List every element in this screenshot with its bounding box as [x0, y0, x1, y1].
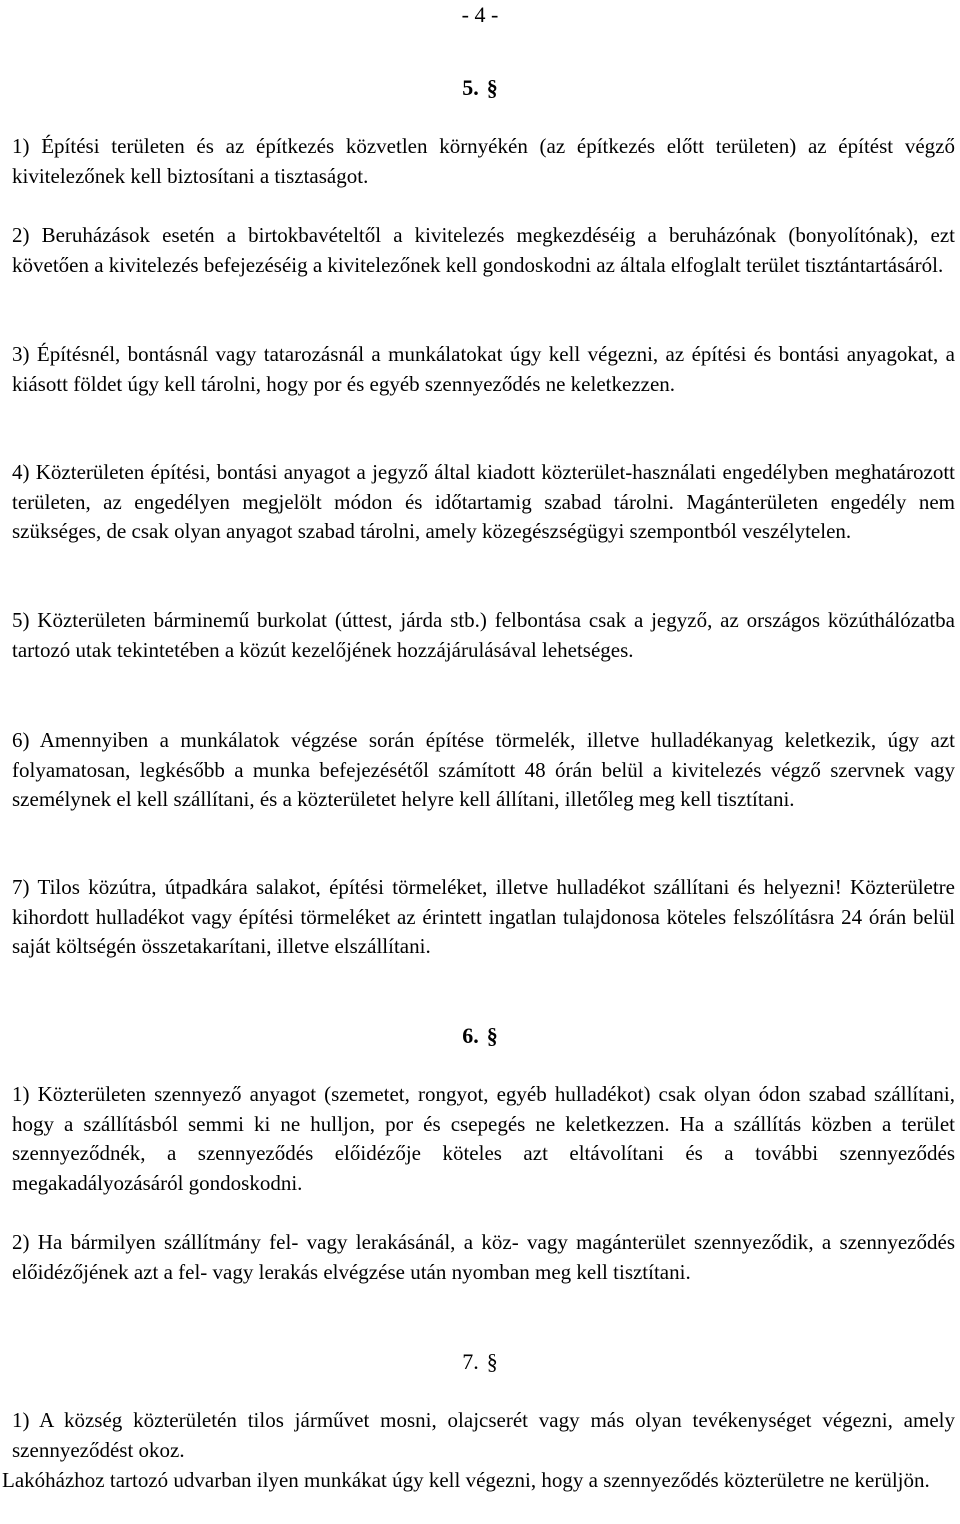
- paragraph-5-1: 1) Építési területen és az építkezés közvetlen környékén (az építkezés előtt területen) az építést végző kivitelezőnek kell biztosítani a tisztaságot.: [12, 134, 955, 188]
- section-heading-5: [0, 74, 960, 102]
- section-number: 5.: [462, 75, 479, 100]
- paragraph-6-2: 2) Ha bármilyen szállítmány fel- vagy lerakásánál, a köz- vagy magánterület szennyeződik, a szennyeződés előidézőjének azt a fel- vagy lerakás elvégzése után nyomban meg kell tisztítani.: [12, 1230, 955, 1284]
- section-heading-6: [0, 1022, 960, 1050]
- paragraph-5-5: 5) Közterületen bárminemű burkolat (úttest, járda stb.) felbontása csak a jegyző, az országos közúthálózatba tartozó utak tekintetében a közút kezelőjének hozzájárulásával lehetséges.: [12, 608, 955, 662]
- section-number: 7.: [462, 1349, 479, 1374]
- paragraph-5-4: 4) Közterületen építési, bontási anyagot a jegyző által kiadott közterület-használati engedélyben meghatározott területen, az engedélyen megjelölt módon és időtartamig szabad tárolni. Magánterületen engedély nem szükséges, de csak olyan anyagot szabad tárolni, amely közegészségügyi szempontból veszélytelen.: [12, 460, 955, 543]
- paragraph-sign: §: [486, 1349, 498, 1374]
- paragraph-sign: §: [486, 1023, 498, 1048]
- page-number: - 4 -: [461, 2, 499, 27]
- paragraph-5-2: 2) Beruházások esetén a birtokbavételtől a kivitelezés megkezdéséig a beruházónak (bonyolítónak), ezt követően a kivitelezés befejezéséig a kivitelezőnek kell gondoskodni az általa elfoglalt terület tisztántartásáról.: [12, 223, 955, 277]
- section-heading-7: [0, 1348, 960, 1376]
- paragraph-5-7: 7) Tilos közútra, útpadkára salakot, építési törmeléket, illetve hulladékot szállítani és helyezni! Közterületre kihordott hulladékot vagy építési törmeléket az érintett ingatlan tulajdonosa köteles felszólításra 24 órán belül saját költségén összetakarítani, illetve elszállítani.: [12, 875, 955, 958]
- paragraph-7-2: Lakóházhoz tartozó udvarban ilyen munkákat úgy kell végezni, hogy a szennyeződés közterületre ne kerüljön.: [2, 1468, 930, 1492]
- paragraph-7-1: 1) A község közterületén tilos járművet mosni, olajcserét vagy más olyan tevékenységet végezni, amely szennyeződést okoz.: [12, 1408, 955, 1462]
- paragraph-5-3: 3) Építésnél, bontásnál vagy tatarozásnál a munkálatokat úgy kell végezni, az építési és bontási anyagokat, a kiásott földet úgy kell tárolni, hogy por és egyéb szennyeződés ne keletkezzen.: [12, 342, 955, 396]
- paragraph-6-1: 1) Közterületen szennyező anyagot (szemetet, rongyot, egyéb hulladékot) csak olyan ódon szabad szállítani, hogy a szállításból semmi ki ne hulljon, por és csepegés ne keletkezzen. Ha a szállítás közben a terület szennyeződnék, a szennyeződés előidézője köteles azt eltávolítani és a további szennyeződés megakadályozásáról gondoskodni.: [12, 1082, 955, 1195]
- section-number: 6.: [462, 1023, 479, 1048]
- paragraph-sign: §: [486, 75, 498, 100]
- paragraph-5-6: 6) Amennyiben a munkálatok végzése során építése törmelék, illetve hulladékanyag keletkezik, úgy azt folyamatosan, legkésőbb a munka befejezésétől számított 48 órán belül a kivitelezés végző szervnek vagy személynek el kell szállítani, és a közterületet helyre kell állítani, illetőleg meg kell tisztítani.: [12, 728, 955, 811]
